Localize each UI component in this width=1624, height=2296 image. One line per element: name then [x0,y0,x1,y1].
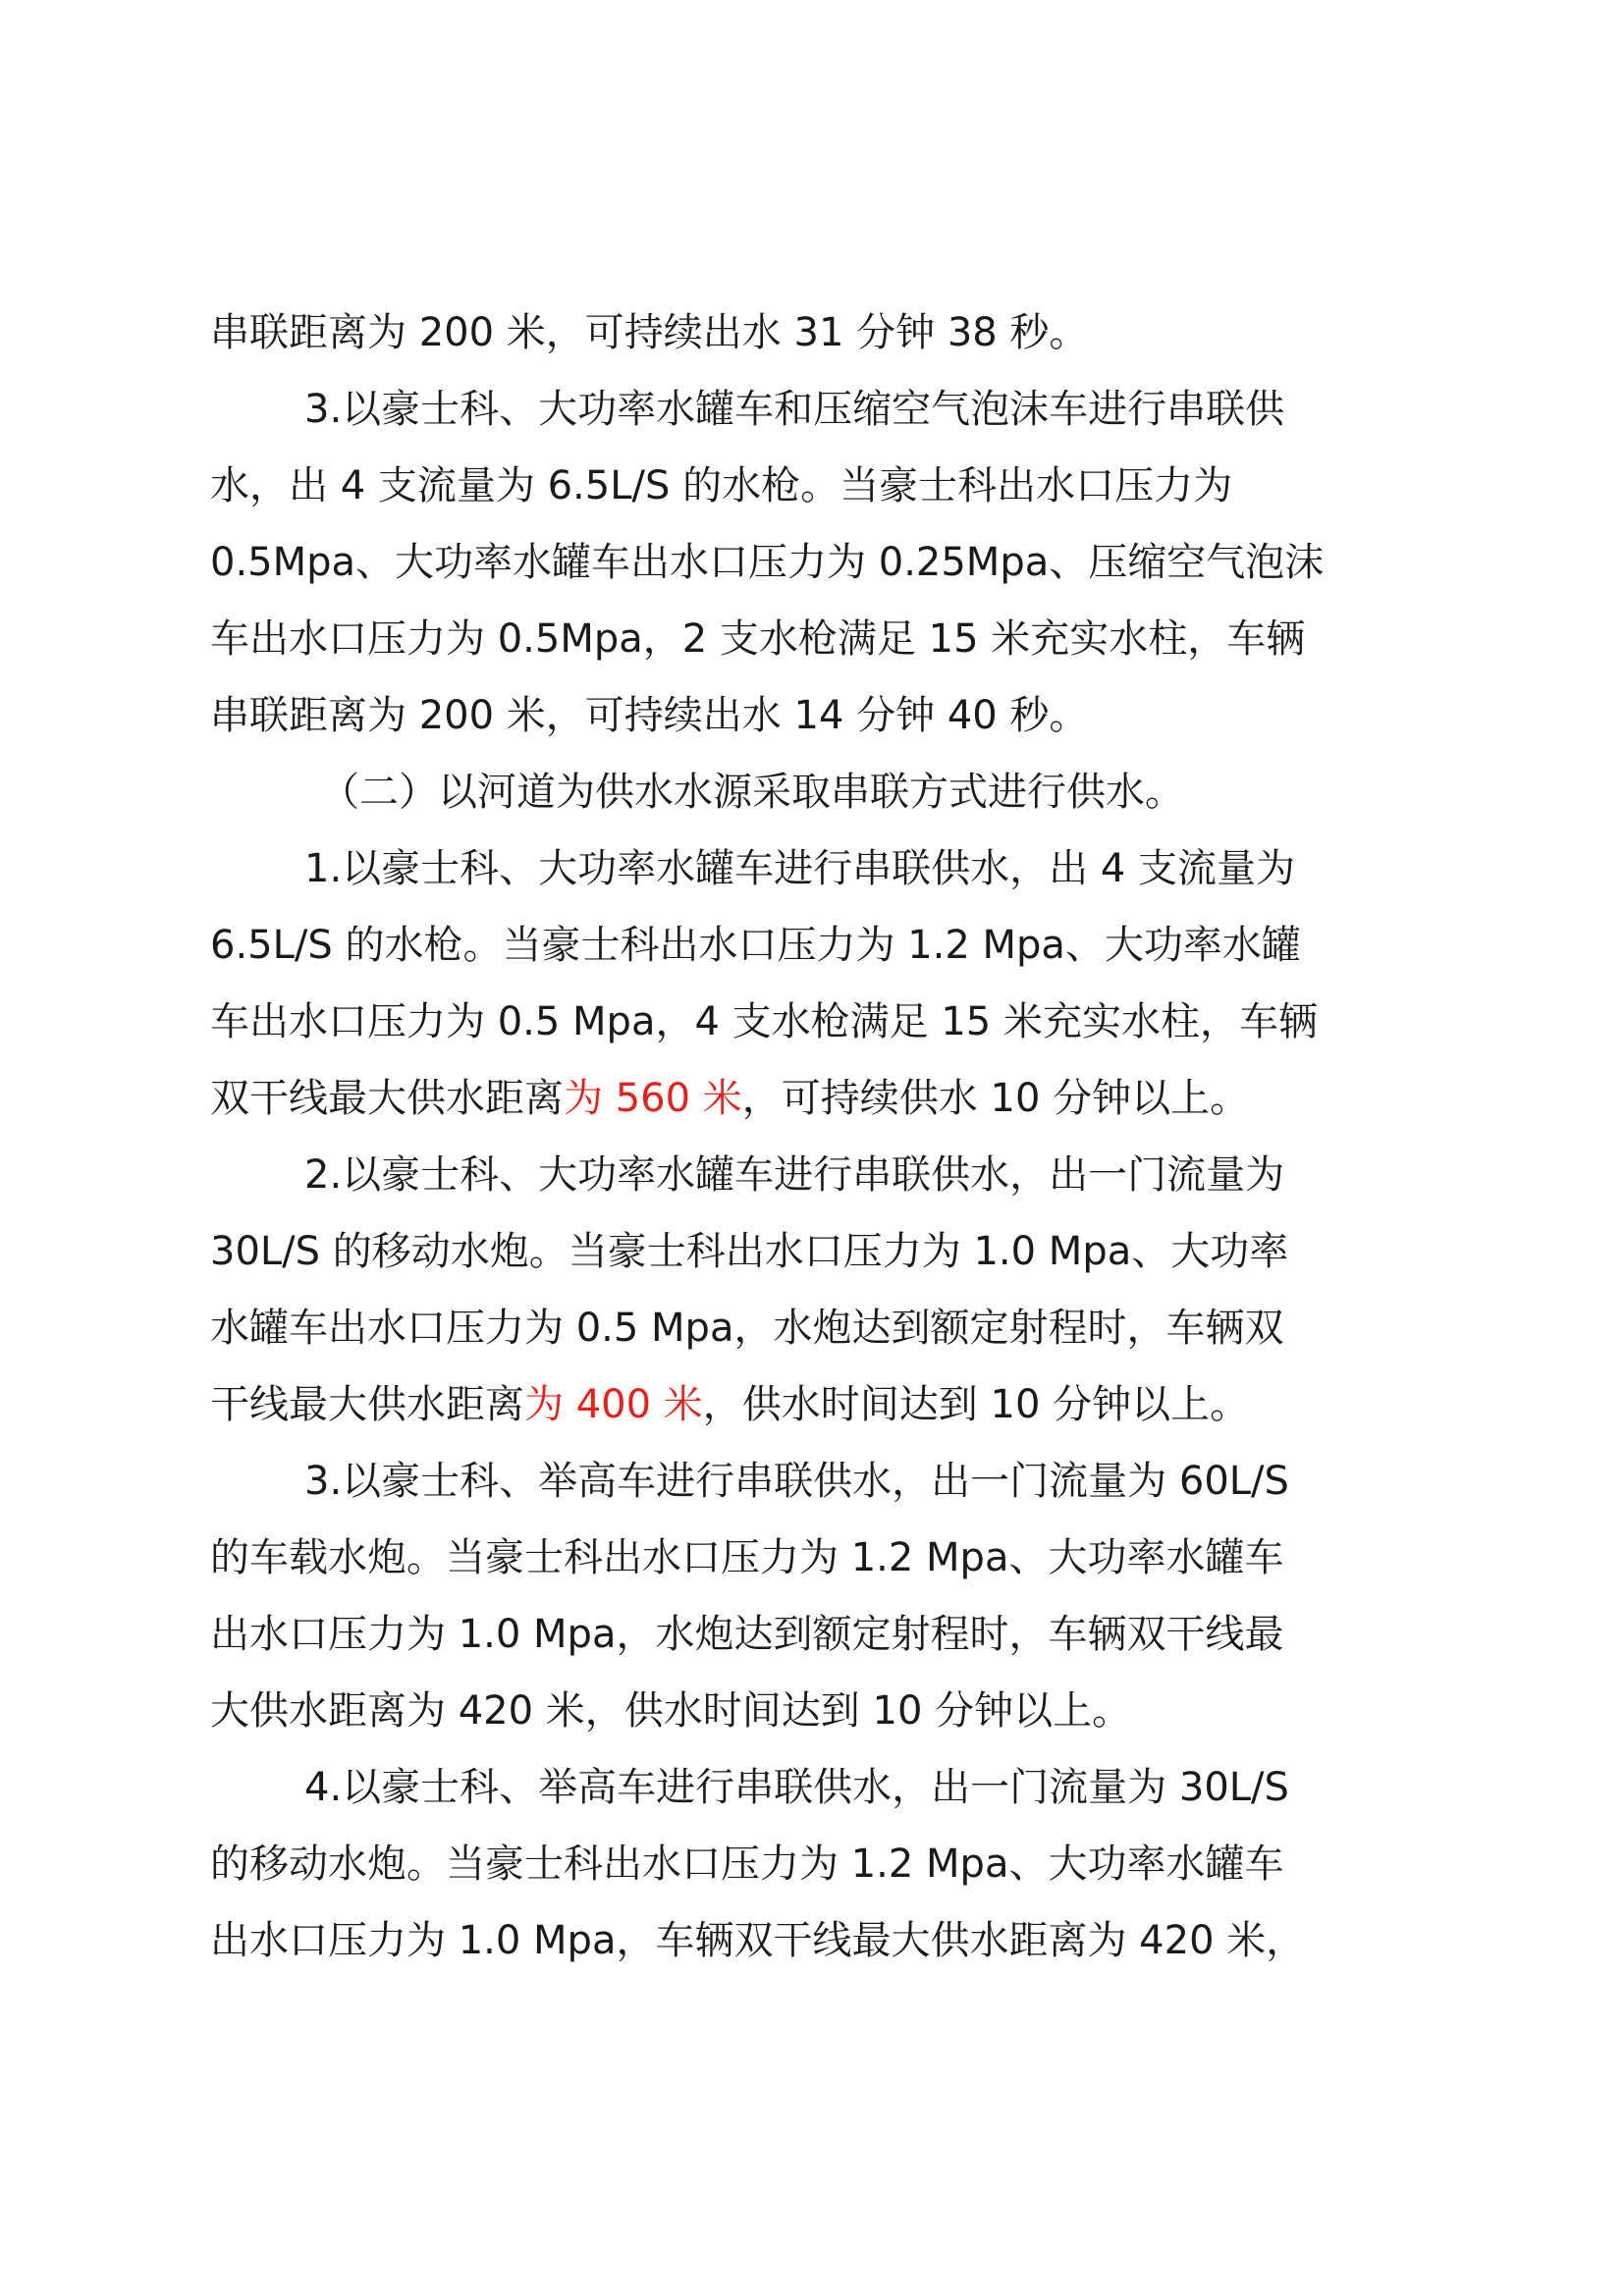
text-line: 串联距离为 200 米，可持续出水 14 分钟 40 秒。 [210,693,1089,738]
text-line: 6.5L/S 的水枪。当豪士科出水口压力为 1.2 Mpa、大功率水罐 [210,923,1301,968]
paragraph-item-3-start: 3.以豪士科、举高车进行串联供水，出一门流量为 60L/S [304,1459,1289,1504]
text-line: 的移动水炮。当豪士科出水口压力为 1.2 Mpa、大功率水罐车 [210,1842,1284,1887]
text-line: 串联距离为 200 米，可持续出水 31 分钟 38 秒。 [210,310,1089,355]
text-line: 的车载水炮。当豪士科出水口压力为 1.2 Mpa、大功率水罐车 [210,1535,1284,1580]
text-line: 出水口压力为 1.0 Mpa，水炮达到额定射程时，车辆双干线最 [210,1612,1284,1657]
highlighted-distance: 为 400 米 [524,1382,703,1427]
text-line: 0.5Mpa、大功率水罐车出水口压力为 0.25Mpa、压缩空气泡沫 [210,540,1325,585]
paragraph-item-4-start: 4.以豪士科、举高车进行串联供水，出一门流量为 30L/S [304,1765,1289,1810]
highlighted-distance: 为 560 米 [564,1076,742,1121]
text-line: 水，出 4 支流量为 6.5L/S 的水枪。当豪士科出水口压力为 [210,463,1233,508]
text-line: 车出水口压力为 0.5Mpa，2 支水枪满足 15 米充实水柱，车辆 [210,616,1306,662]
text-line: 大供水距离为 420 米，供水时间达到 10 分钟以上。 [210,1688,1132,1734]
paragraph-item-3-start: 3.以豪士科、大功率水罐车和压缩空气泡沫车进行串联供 [304,387,1285,432]
text-segment: 干线最大供水距离 [210,1382,524,1427]
document-body [210,294,1428,1979]
text-line-with-highlight [210,1060,1428,1137]
text-segment: 双干线最大供水距离 [210,1076,564,1121]
text-line: 车出水口压力为 0.5 Mpa，4 支水枪满足 15 米充实水柱，车辆 [210,999,1318,1044]
text-segment: ，供水时间达到 10 分钟以上。 [702,1382,1250,1427]
text-line: 出水口压力为 1.0 Mpa，车辆双干线最大供水距离为 420 米， [210,1918,1306,1963]
paragraph-item-1-start: 1.以豪士科、大功率水罐车进行串联供水，出 4 支流量为 [304,846,1296,891]
section-heading: （二）以河道为供水水源采取串联方式进行供水。 [320,770,1184,815]
paragraph-item-2-start: 2.以豪士科、大功率水罐车进行串联供水，出一门流量为 [304,1152,1285,1198]
text-segment: ，可持续供水 10 分钟以上。 [741,1076,1250,1121]
text-line: 30L/S 的移动水炮。当豪士科出水口压力为 1.0 Mpa、大功率 [210,1229,1289,1274]
text-line: 水罐车出水口压力为 0.5 Mpa，水炮达到额定射程时，车辆双 [210,1306,1284,1351]
text-line-with-highlight [210,1366,1428,1443]
